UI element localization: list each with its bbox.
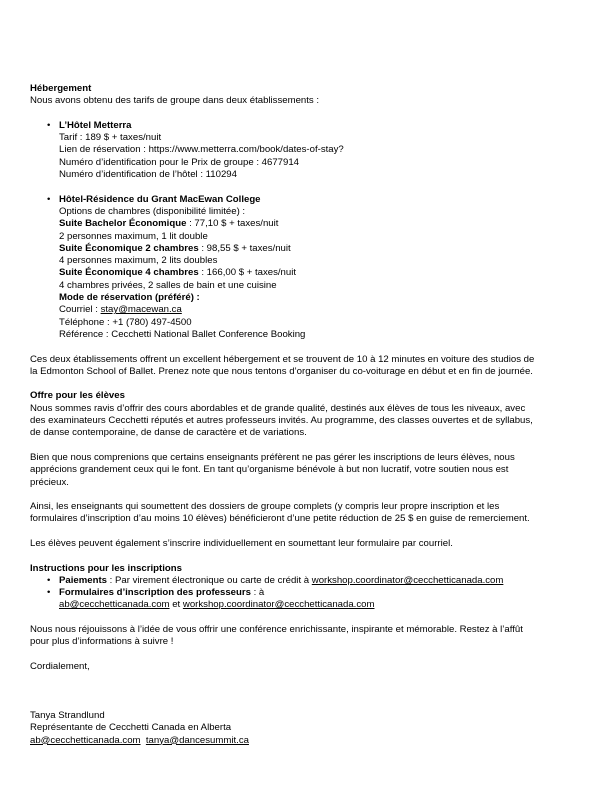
hotel2-email-line [59, 304, 586, 316]
payments-item [30, 575, 586, 587]
signer-email2-link[interactable]: tanya@dancesummit.ca [145, 734, 249, 746]
forms-email2-link[interactable]: workshop.coordinator@cecchetticanada.com [182, 599, 375, 611]
suite1-rate: : 77,10 $ + taxes/nuit [186, 218, 279, 230]
bullet-icon: • [47, 193, 51, 205]
suite3-label: Suite Économique 4 chambres [59, 267, 199, 279]
students-para2-line3: précieux. [30, 476, 69, 488]
suite3 [59, 267, 586, 279]
accommodation-heading: Hébergement [30, 83, 92, 94]
booking-mode [59, 292, 586, 304]
hotel-metterra [30, 120, 586, 181]
forms-item [30, 587, 586, 612]
forms-text: : à [250, 587, 265, 599]
suite2-label: Suite Économique 2 chambres [59, 242, 199, 254]
closing-line-1: Nous nous réjouissons à l’idée de vous offrir une conférence enrichissante, inspirante et mémorable. Restez à l’affût [30, 624, 523, 636]
signer-email1-link[interactable]: ab@cecchetticanada.com [30, 734, 141, 746]
bullet-icon: • [47, 119, 51, 131]
suite3-desc: 4 chambres privées, 2 salles de bain et une cuisine [59, 279, 277, 291]
suite2-desc: 4 personnes maximum, 2 lits doubles [59, 255, 218, 267]
letter-body [30, 83, 586, 747]
hotel-list [30, 120, 586, 341]
summary-line-1: Ces deux établissements offrent un excellent hébergement et se trouvent de 10 à 12 minutes en voiture des studios de [30, 353, 535, 365]
suite2 [59, 243, 586, 255]
students-para4: Les élèves peuvent également s’inscrire individuellement en soumettant leur formulaire par courriel. [30, 537, 453, 549]
closing-line-2: pour plus d’informations à suivre ! [30, 636, 174, 648]
signer-emails [30, 735, 586, 747]
booking-label: Mode de réservation (préféré) [59, 292, 194, 304]
booking-colon: : [193, 292, 200, 304]
students-para1-line3: de danse contemporaine, de danse de caractère et de variations. [30, 427, 307, 439]
forms-email1-link[interactable]: ab@cecchetticanada.com [59, 599, 170, 611]
suite1-label: Suite Bachelor Économique [59, 218, 187, 230]
students-para3-line1: Ainsi, les enseignants qui soumettent des dossiers de groupe complets (y compris leur propre inscription et les [30, 501, 500, 513]
hotel1-group-id: Numéro d’identification pour le Prix de groupe : 4677914 [59, 156, 299, 168]
hotel2-phone: Téléphone : +1 (780) 497-4500 [59, 316, 192, 328]
hotel1-link: Lien de réservation : https://www.metterra.com/book/dates-of-stay? [59, 144, 344, 156]
salutation: Cordialement, [30, 660, 90, 672]
hotel1-hotel-id: Numéro d’identification de l’hôtel : 110294 [59, 169, 237, 181]
bullet-icon: • [47, 574, 51, 586]
hotel1-name: L’Hôtel Metterra [59, 119, 132, 131]
email-prefix: Courriel : [59, 304, 101, 316]
payments-text: : Par virement électronique ou carte de crédit à [107, 574, 312, 586]
bullet-icon: • [47, 587, 51, 599]
hotel1-rate: Tarif : 189 $ + taxes/nuit [59, 132, 162, 144]
hotel2-name: Hôtel-Résidence du Grant MacEwan College [59, 193, 261, 205]
registration-heading: Instructions pour les inscriptions [30, 562, 182, 574]
accommodation-intro: Nous avons obtenu des tarifs de groupe dans deux établissements : [30, 95, 320, 107]
summary-line-2: la Edmonton School of Ballet. Prenez note que nous tentons d’organiser du co-voiturage en début et en fin de journée. [30, 365, 533, 377]
students-para2-line2: apprécions grandement ceux qui le font. En tant qu’organisme bénévole à but non lucratif, votre soutien nous est [30, 464, 509, 476]
payments-email-link[interactable]: workshop.coordinator@cecchetticanada.com [311, 574, 504, 586]
signer-title: Représentante de Cecchetti Canada en Alberta [30, 722, 232, 734]
students-para1-line2: des examinateurs Cecchetti réputés et autres professeurs invités. Au programme, des classes ouvertes et de syllabus, [30, 415, 533, 427]
hotel2-reference: Référence : Cecchetti National Ballet Conference Booking [59, 328, 306, 340]
suite3-rate: : 166,00 $ + taxes/nuit [198, 267, 297, 279]
forms-label: Formulaires d’inscription des professeurs [59, 587, 251, 599]
macewan-email-link[interactable]: stay@macewan.ca [100, 304, 182, 316]
suite1-desc: 2 personnes maximum, 1 lit double [59, 230, 208, 242]
registration-list [30, 575, 586, 612]
forms-and: et [169, 599, 183, 611]
students-para3-line2: formulaires d’inscription d’au moins 10 élèves) bénéficieront d’une petite réduction de 25 $ en guise de remerciement. [30, 513, 530, 525]
students-heading: Offre pour les élèves [30, 390, 125, 402]
signer-name: Tanya Strandlund [30, 710, 105, 722]
students-para1-line1: Nous sommes ravis d’offrir des cours abordables et de grande qualité, destinés aux élèves de tous les niveaux, avec [30, 402, 526, 414]
students-para2-line1: Bien que nous comprenions que certains enseignants préfèrent ne pas gérer les inscriptions de leurs élèves, nous [30, 451, 515, 463]
suite2-rate: : 98,55 $ + taxes/nuit [198, 242, 291, 254]
hotel-macewan [30, 194, 586, 342]
suite1 [59, 218, 586, 230]
hotel2-options: Options de chambres (disponibilité limitée) : [59, 205, 246, 217]
payments-label: Paiements [59, 574, 107, 586]
